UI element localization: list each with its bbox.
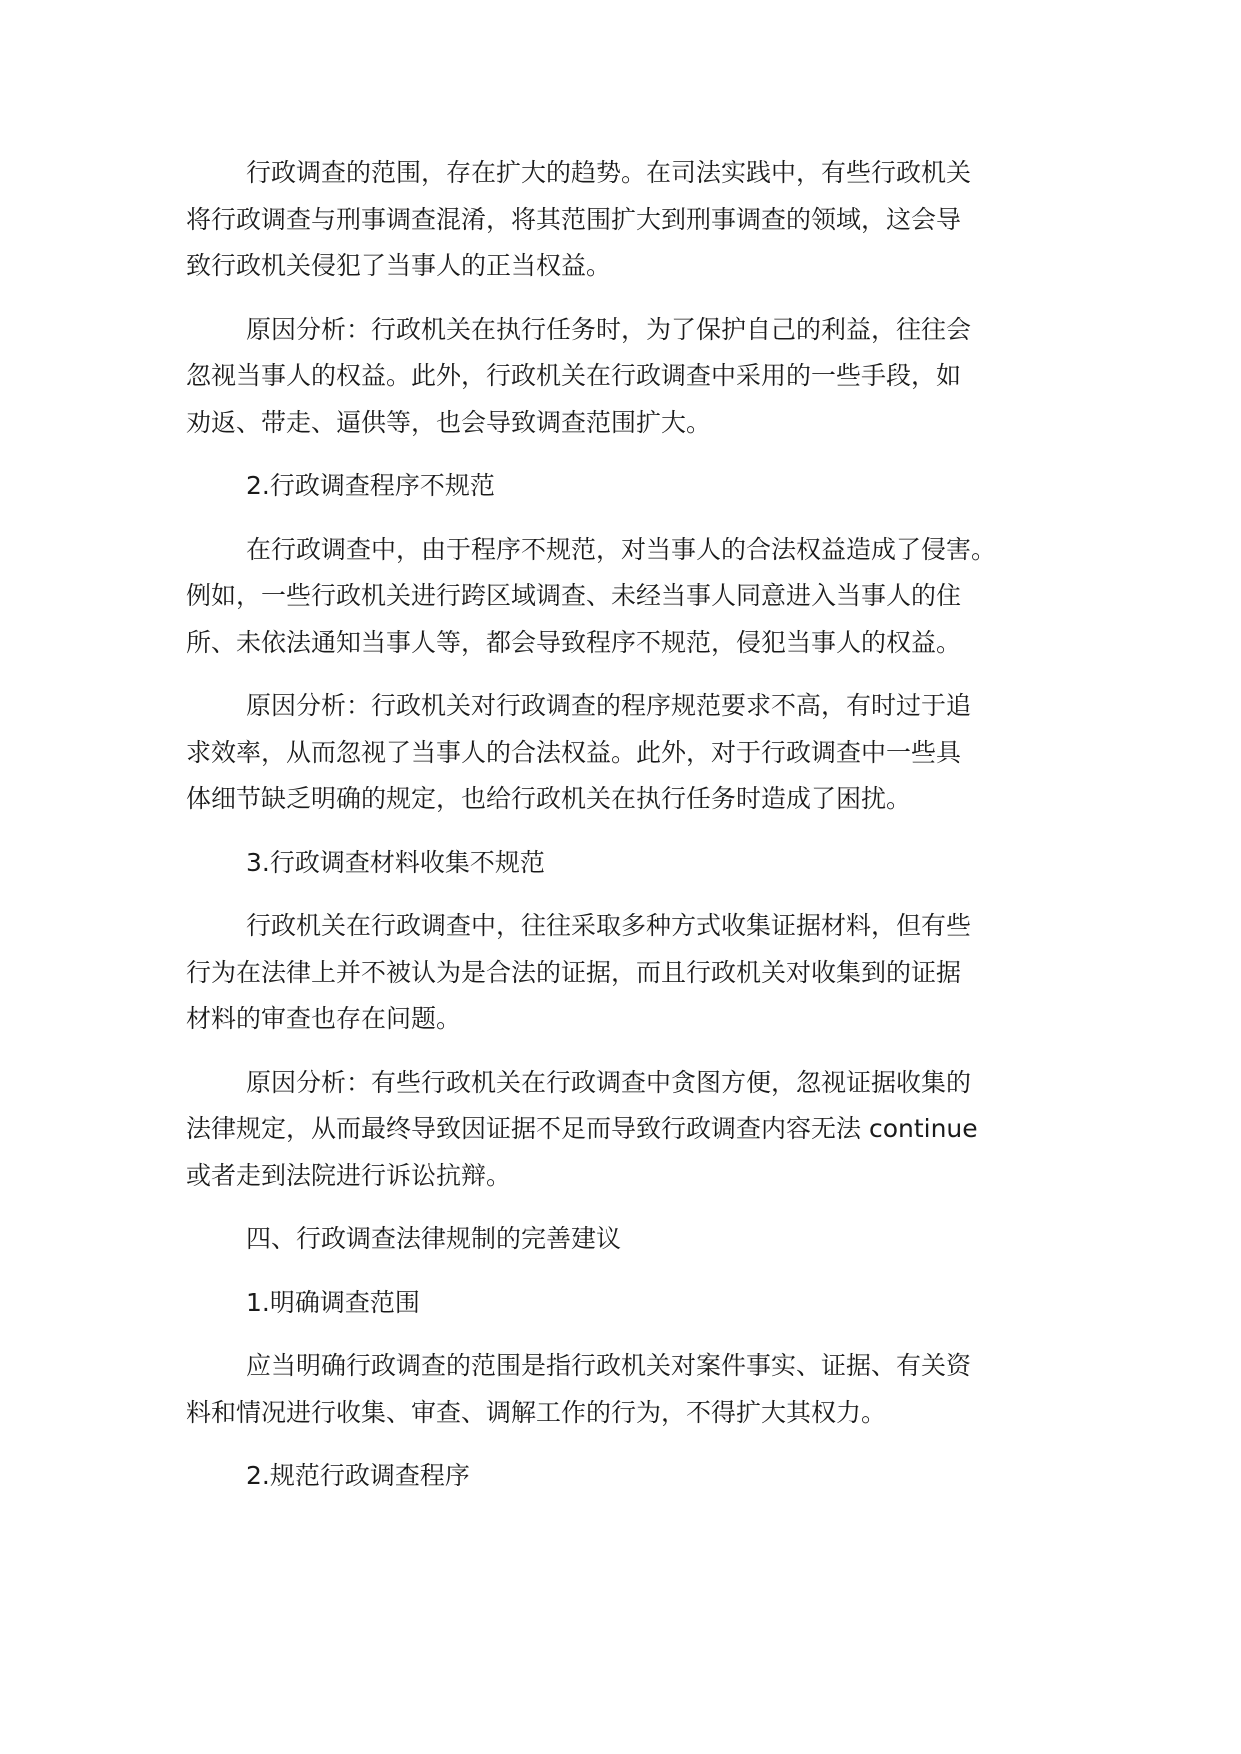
text-line: 料和情况进行收集、审查、调解工作的行为，不得扩大其权力。	[186, 1397, 887, 1427]
subsection-heading-procedure	[186, 1453, 1046, 1500]
text-line: 所、未依法通知当事人等，都会导致程序不规范，侵犯当事人的权益。	[186, 627, 962, 657]
text-line: 行政机关在行政调查中，往往采取多种方式收集证据材料，但有些	[246, 911, 972, 940]
paragraph-cause-analysis-3	[186, 1060, 1046, 1200]
paragraph-procedure-irregular	[186, 527, 1046, 667]
text-line: 例如，一些行政机关进行跨区域调查、未经当事人同意进入当事人的住	[186, 581, 962, 610]
text-line: 行政调查的范围，存在扩大的趋势。在司法实践中，有些行政机关	[246, 158, 972, 187]
text-line: 体细节缺乏明确的规定，也给行政机关在执行任务时造成了困扰。	[186, 784, 912, 813]
text-line: 或者走到法院进行诉讼抗辩。	[186, 1160, 512, 1190]
text-line: 在行政调查中，由于程序不规范，对当事人的合法权益造成了侵害。	[246, 534, 997, 564]
paragraph-cause-analysis-2	[186, 683, 1046, 823]
text-line: 忽视当事人的权益。此外，行政机关在行政调查中采用的一些手段，如	[186, 361, 962, 390]
text-line: 求效率，从而忽视了当事人的合法权益。此外，对于行政调查中一些具	[186, 737, 962, 767]
heading-text: 2.行政调查程序不规范	[246, 471, 495, 500]
text-line: 材料的审查也存在问题。	[186, 1004, 462, 1033]
text-line: 行为在法律上并不被认为是合法的证据，而且行政机关对收集到的证据	[186, 957, 962, 987]
text-line: 应当明确行政调查的范围是指行政机关对案件事实、证据、有关资	[246, 1351, 972, 1380]
heading-text: 1.明确调查范围	[246, 1287, 420, 1317]
document-body	[186, 150, 1046, 1517]
section-heading-suggestions	[186, 1216, 1046, 1263]
paragraph-materials-irregular	[186, 903, 1046, 1043]
heading-text: 2.规范行政调查程序	[246, 1461, 470, 1490]
text-line: 法律规定，从而最终导致因证据不足而导致行政调查内容无法 continue	[186, 1114, 978, 1143]
paragraph-cause-analysis-1	[186, 307, 1046, 447]
text-line: 原因分析：有些行政机关在行政调查中贪图方便，忽视证据收集的	[246, 1067, 972, 1097]
text-line: 原因分析：行政机关在执行任务时，为了保护自己的利益，往往会	[246, 314, 972, 344]
paragraph-define-scope	[186, 1343, 1046, 1436]
section-heading-procedure	[186, 463, 1046, 510]
section-heading-materials	[186, 840, 1046, 887]
text-line: 原因分析：行政机关对行政调查的程序规范要求不高，有时过于追	[246, 691, 972, 720]
text-line: 劝返、带走、逼供等，也会导致调查范围扩大。	[186, 407, 712, 437]
heading-text: 四、行政调查法律规制的完善建议	[246, 1224, 622, 1253]
text-line: 将行政调查与刑事调查混淆，将其范围扩大到刑事调查的领域，这会导	[186, 204, 962, 234]
paragraph-scope-expansion	[186, 150, 1046, 290]
text-line: 致行政机关侵犯了当事人的正当权益。	[186, 251, 612, 280]
heading-text: 3.行政调查材料收集不规范	[246, 847, 545, 877]
subsection-heading-scope	[186, 1280, 1046, 1327]
